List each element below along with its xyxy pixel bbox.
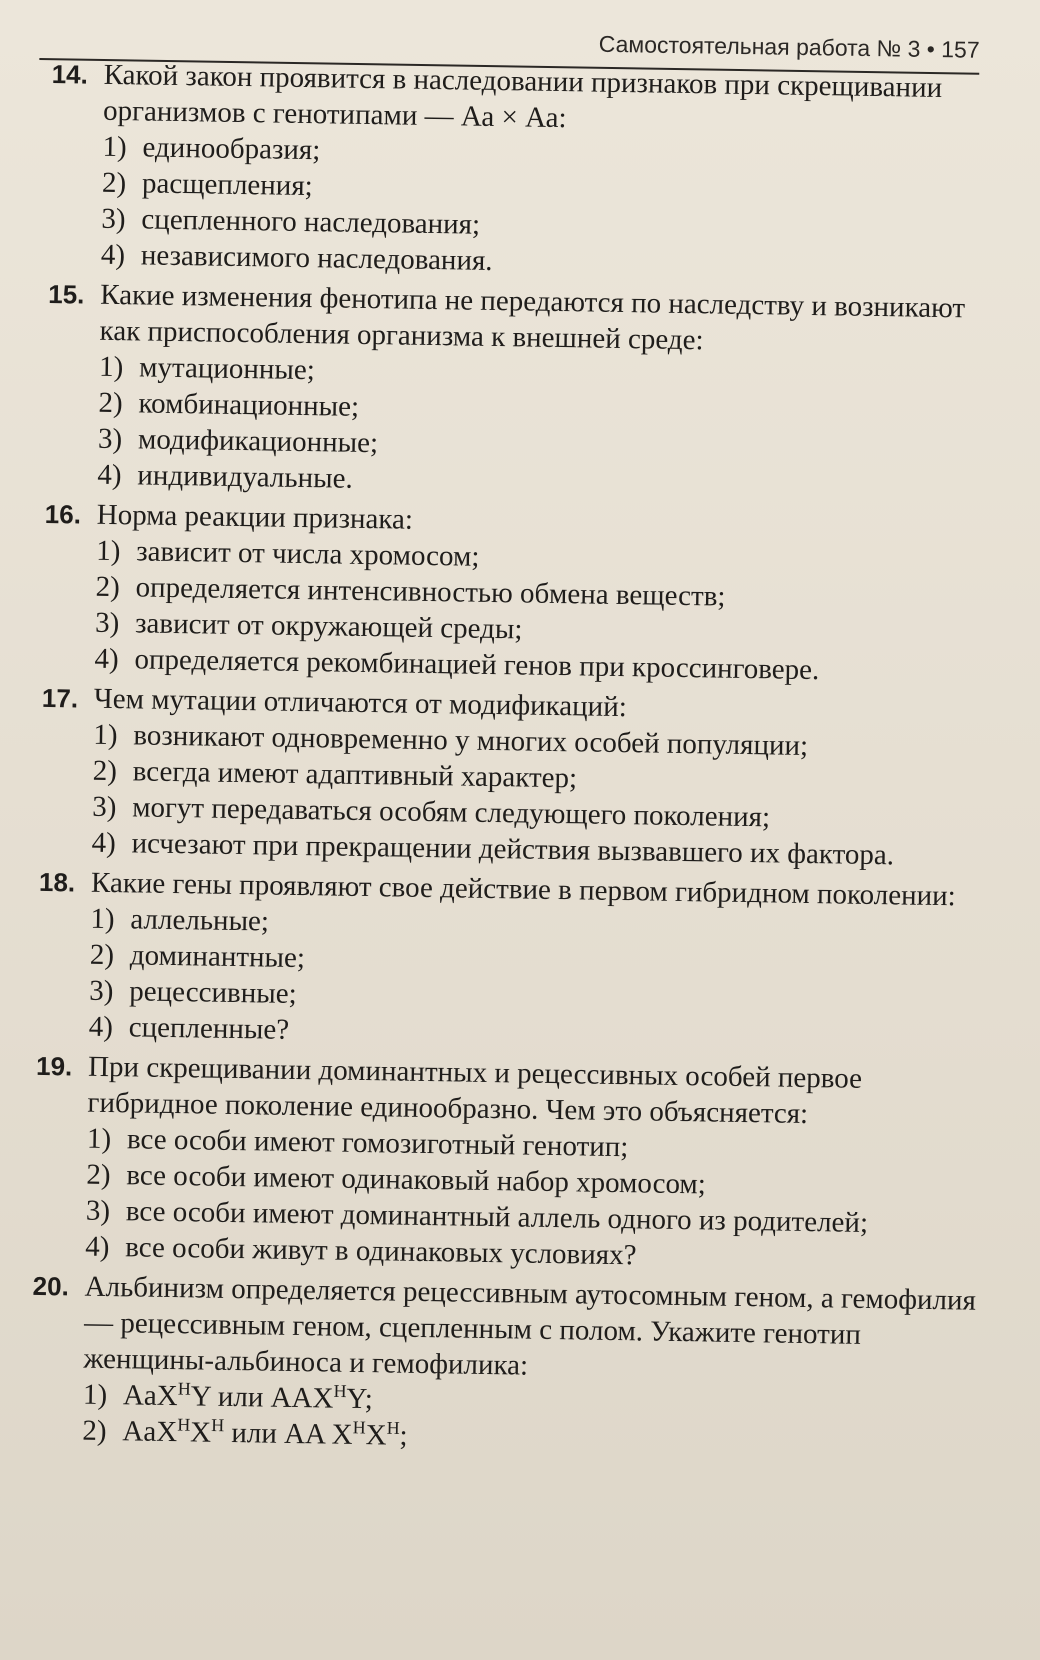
option-text: определяется интенсивностью обмена веществ; (135, 571, 726, 613)
option-text: аллельные; (130, 903, 270, 938)
option-number: 4) (85, 1230, 110, 1264)
option-text: рецессивные; (129, 975, 297, 1010)
option-number: 4) (88, 1010, 114, 1044)
question-text: Норма реакции признака: (96, 498, 414, 536)
option-text-part: X (189, 1416, 212, 1449)
option-text: расщепления; (141, 167, 313, 203)
option-text: сцепленные? (128, 1011, 290, 1046)
option-text: независимого наследования. (140, 239, 493, 277)
option-text-part: AaX (122, 1415, 178, 1449)
option-number: 2) (86, 1158, 111, 1192)
option-text: доминантные; (129, 939, 306, 975)
option-text (122, 1415, 408, 1451)
option-number: 4) (91, 826, 117, 860)
question-number: 20. (32, 1270, 70, 1302)
question-text: Какой закон проявится в наследовании признаков при скрещивании организмов с генотипами — Аа × Аа: (102, 58, 943, 135)
question-number: 15. (48, 278, 85, 310)
superscript: H (211, 1415, 225, 1436)
question-16 (42, 496, 989, 691)
question-18 (36, 864, 983, 1059)
option-text-part: ; (399, 1419, 408, 1452)
option-number: 1) (82, 1378, 108, 1412)
option-number: 3) (89, 974, 114, 1008)
option-number: 1) (95, 534, 121, 568)
option-number: 4) (94, 642, 119, 676)
option-text: все особи имеют одинаковый набор хромосом; (126, 1159, 707, 1201)
option-text: зависит от числа хромосом; (135, 535, 480, 573)
option-text (123, 1379, 373, 1415)
questions-list (30, 56, 996, 1467)
option-text: все особи имеют доминантный аллель одного из родителей; (125, 1195, 869, 1239)
option-number: 1) (86, 1122, 112, 1156)
question-text: Какие гены проявляют свое действие в первом гибридном поколении: (90, 866, 956, 913)
option-number: 3) (101, 202, 126, 236)
option-number: 3) (91, 790, 117, 824)
question-text-line (31, 1268, 977, 1391)
option-text: могут передаваться особям следующего поколения; (131, 791, 771, 834)
option-number: 1) (90, 902, 115, 936)
option-number: 2) (95, 570, 121, 604)
option-number: 3) (85, 1194, 111, 1228)
question-text: Чем мутации отличаются от модификаций: (93, 682, 628, 724)
option-text: единообразия; (142, 131, 321, 167)
superscript: H (177, 1414, 191, 1435)
question-20 (30, 1268, 977, 1463)
question-15 (45, 276, 992, 507)
option-number: 2) (92, 754, 118, 788)
answer-options (39, 716, 985, 875)
option-text: комбинационные; (138, 387, 360, 423)
question-number: 19. (35, 1050, 73, 1082)
answer-options (45, 348, 991, 507)
option-number: 3) (97, 422, 123, 456)
answer-options (30, 1376, 975, 1463)
option-number: 3) (94, 606, 120, 640)
running-header-text: Самостоятельная работа № 3 • 157 (598, 30, 980, 63)
option-text: модификационные; (137, 423, 379, 460)
option-number: 4) (100, 238, 126, 272)
question-number: 17. (41, 682, 79, 714)
question-17 (39, 680, 986, 875)
question-text: При скрещивании доминантных и рецессивных особей первое гибридное поколение единообразно. Чем это объясняется: (87, 1050, 863, 1131)
answer-options (36, 900, 982, 1059)
option-text-part: или AA X (223, 1416, 353, 1451)
answer-options (33, 1120, 979, 1279)
option-text: зависит от окружающей среды; (134, 607, 523, 646)
option-number: 2) (98, 386, 123, 420)
option-text-part: X (365, 1419, 387, 1452)
question-number: 16. (44, 498, 82, 530)
option-number: 1) (102, 130, 128, 164)
question-14 (49, 56, 996, 287)
option-number: 2) (82, 1414, 107, 1448)
question-number: 14. (51, 58, 89, 90)
superscript: H (333, 1380, 347, 1402)
answer-options (49, 128, 995, 287)
question-text: Какие изменения фенотипа не передаются по наследству и возникают как приспособления организма к внешней среде: (99, 278, 966, 357)
option-text: все особи имеют гомозиготный генотип; (126, 1123, 629, 1164)
answer-options (42, 532, 988, 691)
option-number: 2) (101, 166, 127, 200)
option-number: 1) (98, 350, 124, 384)
question-19 (33, 1048, 980, 1279)
option-text-part: Y; (346, 1382, 374, 1416)
superscript: H (177, 1378, 192, 1399)
option-text: возникают одновременно у многих особей популяции; (133, 719, 809, 762)
option-number: 2) (89, 938, 115, 972)
option-text-part: Y или AAX (190, 1380, 334, 1415)
option-number: 1) (93, 718, 118, 752)
option-text: индивидуальные. (137, 459, 354, 495)
option-text: сцепленного наследования; (141, 203, 481, 241)
option-text: определяется рекомбинацией генов при кроссинговере. (134, 643, 820, 687)
question-text: Альбинизм определяется рецессивным аутосомным геном, а гемофилия — рецессивным геном, сцепленным с полом. Укажите генотип женщины-альбиноса и гемофилика: (83, 1270, 977, 1382)
option-text: мутационные; (138, 351, 316, 387)
option-text-part: AaX (122, 1379, 178, 1413)
option-number: 4) (97, 458, 122, 492)
question-number: 18. (38, 866, 76, 898)
option-text: всегда имеют адаптивный характер; (132, 755, 578, 795)
option-text: исчезают при прекращении действия вызвавшего их фактора. (131, 827, 895, 872)
option-text: все особи живут в одинаковых условиях? (125, 1231, 637, 1272)
superscript: H (386, 1417, 400, 1438)
superscript: H (352, 1417, 366, 1438)
